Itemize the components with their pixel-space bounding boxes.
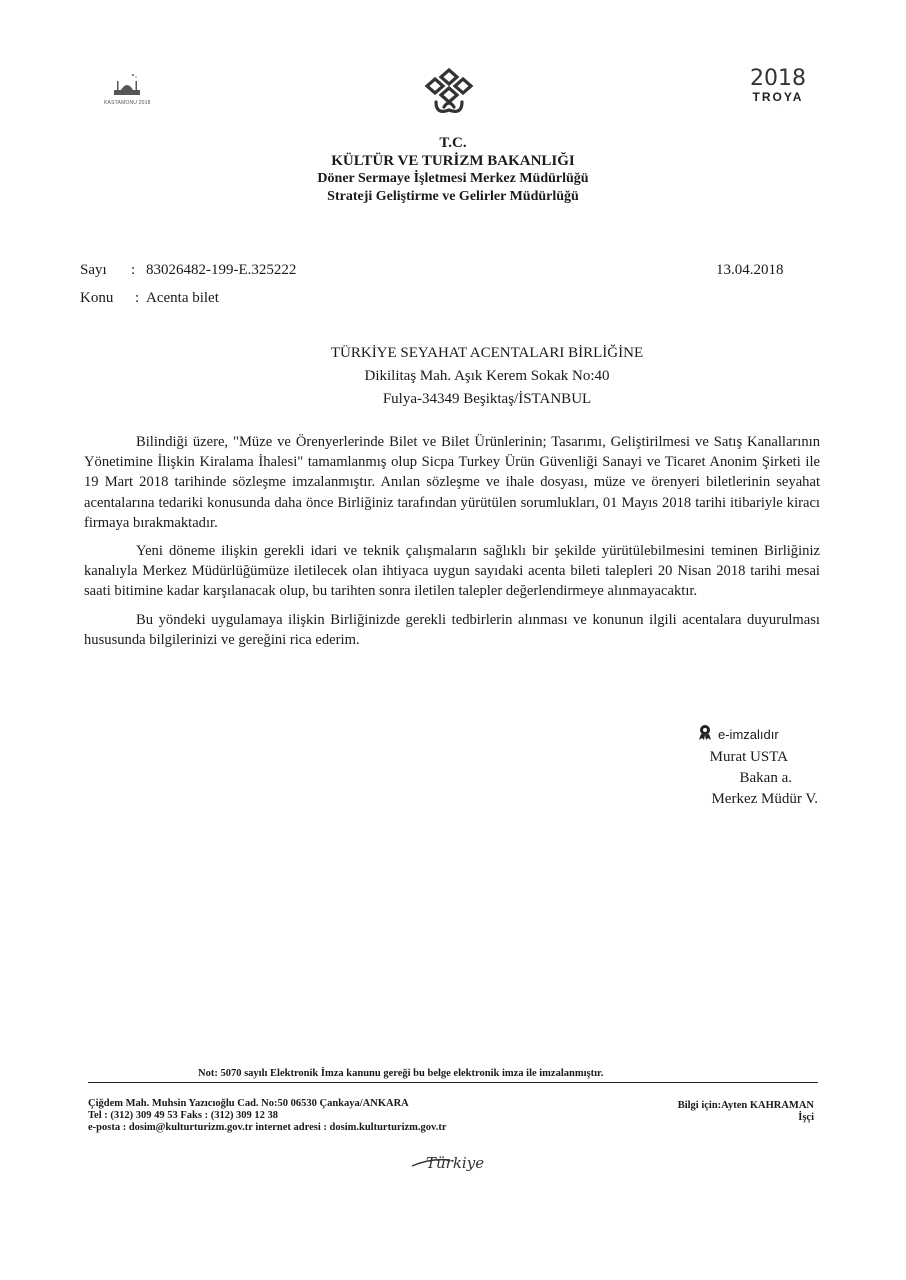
e-signature-label: e-imzalıdır (718, 727, 779, 742)
troya-name: TROYA (752, 90, 804, 104)
knot-icon (424, 66, 474, 118)
letterhead (0, 134, 906, 206)
footer-divider (88, 1082, 818, 1083)
letter-body (84, 432, 820, 658)
document-date: 13.04.2018 (716, 262, 784, 278)
troya-2018-logo (740, 68, 816, 124)
konu-value: Acenta bilet (146, 290, 219, 306)
addressee-block (0, 342, 906, 411)
footer-phone: Tel : (312) 309 49 53 Faks : (312) 309 12 38 (88, 1110, 279, 1121)
signer-name: Murat USTA (709, 749, 788, 766)
sayi-value: 83026482-199-E.325222 (146, 262, 297, 278)
troya-year: 2018 (750, 66, 806, 91)
signer-role-2: Merkez Müdür V. (711, 791, 818, 808)
kastamonu-logo (104, 72, 164, 122)
body-paragraph-3: Bu yöndeki uygulamaya ilişkin Birliğinizde gerekli tedbirlerin alınması ve konunun ilgili acentalara duyurulması hususunda bilgilerinizi ve gereğini rica ederim. (84, 611, 820, 648)
addressee-line2: Fulya-34349 Beşiktaş/İSTANBUL (382, 391, 592, 407)
troya-small-mark: · (777, 104, 779, 109)
body-paragraph-2: Yeni döneme ilişkin gerekli idari ve teknik çalışmaların sağlıklı bir şekilde yürütülebilmesini teminen Birliğiniz kanalıyla Merkez Müdürlüğümüze iletilecek olan ihtiyaca uygun sayıdaki acenta bileti talepleri 20 Nisan 2018 tarihi mesai saati bitimine kadar karşılanacak olup, bu tarihten sonra iletilen talepler değerlendirmeye alınmayacaktır. (84, 543, 820, 600)
footer-email: e-posta : dosim@kulturturizm.gov.tr internet adresi : dosim.kulturturizm.gov.tr (88, 1122, 447, 1133)
signer-role-1: Bakan a. (739, 770, 792, 787)
letterhead-tc: T.C. (439, 135, 467, 151)
turkiye-wordmark: Türkiye (426, 1154, 485, 1172)
ministry-knot-logo (424, 66, 474, 118)
e-signature-mark (640, 724, 840, 747)
letterhead-department: Strateji Geliştirme ve Gelirler Müdürlüğü (327, 189, 579, 204)
footer-address-block (88, 1098, 446, 1134)
kastamonu-caption: KASTAMONU 2018 (104, 100, 151, 106)
letterhead-directorate: Döner Sermaye İşletmesi Merkez Müdürlüğü (317, 171, 589, 186)
seal-icon (698, 724, 712, 747)
footer-contact-block (638, 1100, 814, 1124)
konu-label: Konu (80, 290, 114, 306)
sayi-label: Sayı (80, 262, 107, 278)
footer-contact-role: İşçi (798, 1112, 814, 1123)
footer-contact-person: Bilgi için:Ayten KAHRAMAN (677, 1100, 814, 1111)
body-paragraph-1: Bilindiği üzere, "Müze ve Örenyerlerinde Bilet ve Bilet Ürünlerinin; Tasarımı, Geliştirilmesi ve Satış Kanallarının Yönetimine İlişkin Kiralama İhalesi" tamamlanmış olup Sicpa Turkey Ürün Güvenliği Sanayi ve Ticaret Anonim Şirketi ile 19 Mart 2018 tarihinde sözleşme imzalanmıştır. Anılan sözleşme ve ihale dosyası, müze ve örenyeri biletlerinin seyahat acentalarına tedariki konusunda daha önce Birliğiniz tarafından yürütülen sorumlukları, 01 Mayıs 2018 tarihi itibariyle kiracı firmaya bırakmaktadır. (84, 434, 820, 531)
footer-note: Not: 5070 sayılı Elektronik İmza kanunu gereği bu belge elektronik imza ile imzalanmıştır. (198, 1068, 604, 1079)
signature-block (640, 724, 840, 810)
sayi-colon: : (131, 262, 136, 278)
footer-address: Çiğdem Mah. Muhsin Yazıcıoğlu Cad. No:50 06530 Çankaya/ANKARA (88, 1098, 409, 1109)
addressee-name: TÜRKİYE SEYAHAT ACENTALARI BİRLİĞİNE (330, 345, 644, 361)
mosque-icon (112, 72, 142, 100)
addressee-line1: Dikilitaş Mah. Aşık Kerem Sokak No:40 (364, 368, 610, 384)
konu-colon: : (135, 290, 140, 306)
letterhead-ministry: KÜLTÜR VE TURİZM BAKANLIĞI (331, 153, 575, 169)
turkiye-wordmark-logo (410, 1142, 490, 1176)
